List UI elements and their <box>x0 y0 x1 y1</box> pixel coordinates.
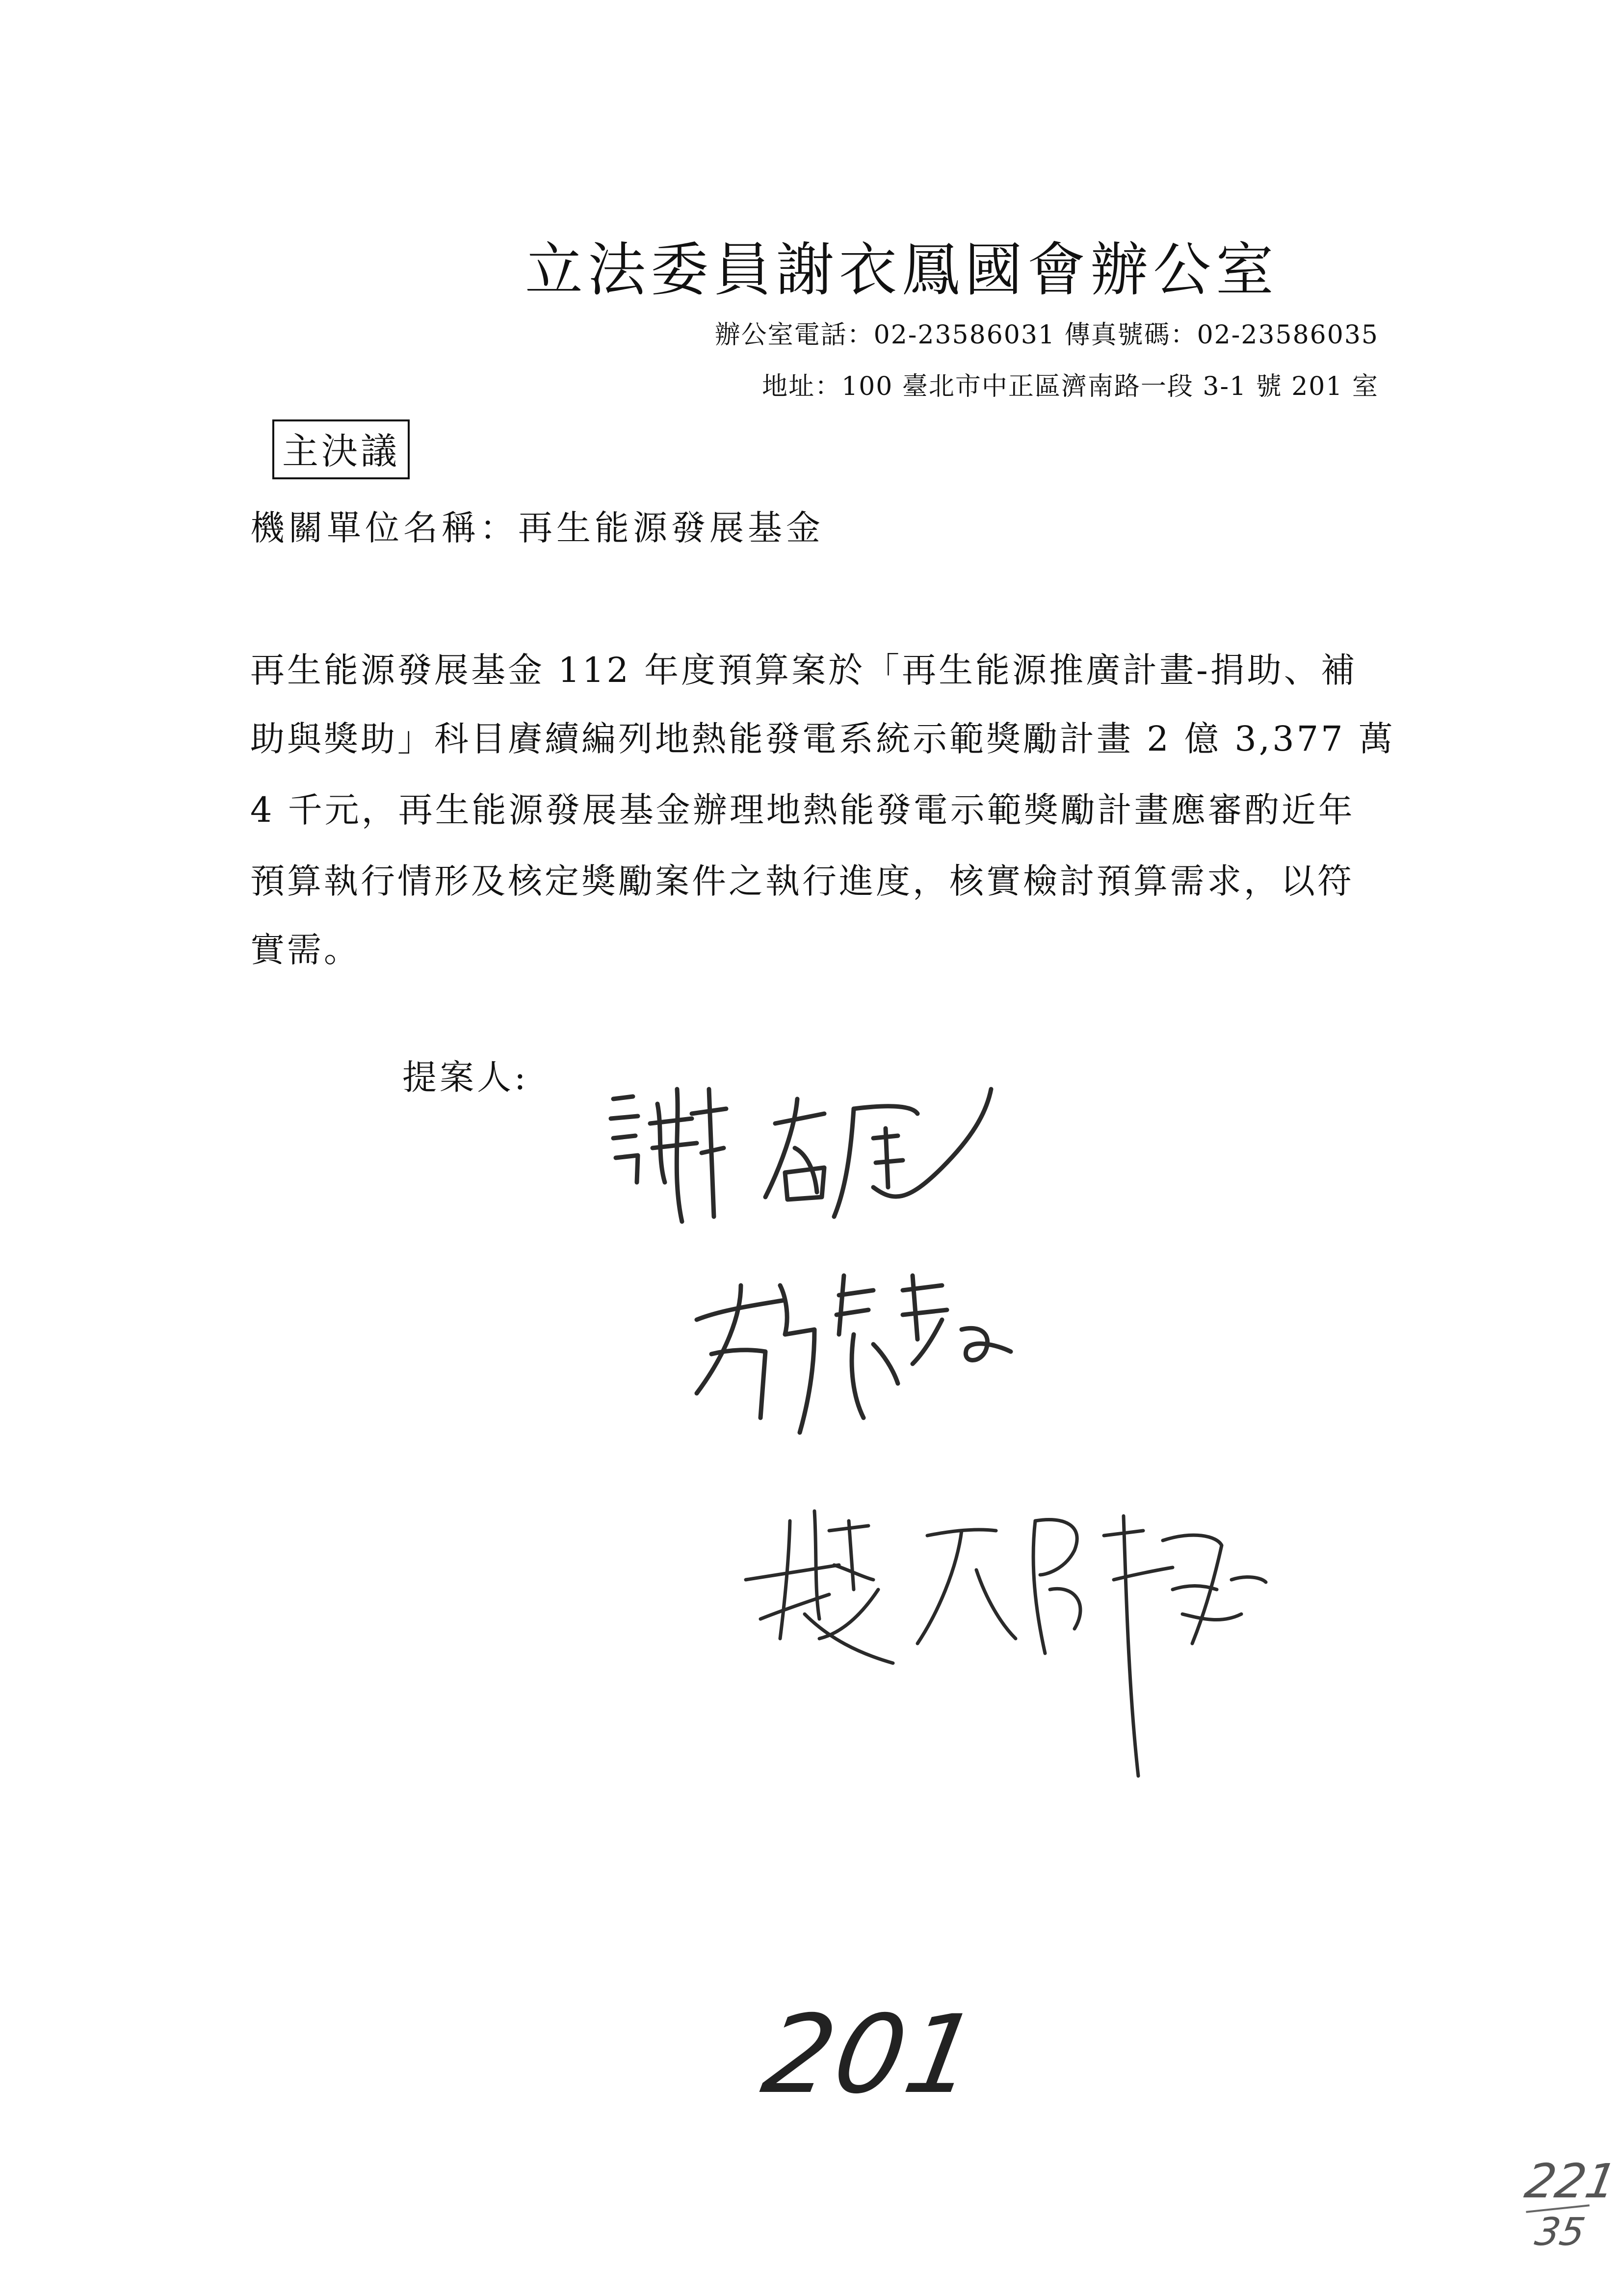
corner-page-mark-top: 221 <box>1521 2154 1621 2209</box>
resolution-body-line: 再生能源發展基金 112 年度預算案於「再生能源推廣計畫-捐助、補 <box>250 650 1358 690</box>
office-phone-fax: 辦公室電話：02-23586031 傳真號碼：02-23586035 <box>714 320 1379 350</box>
resolution-body-line: 預算執行情形及核定獎勵案件之執行進度，核實檢討預算需求，以符 <box>250 861 1354 901</box>
resolution-body-line: 實需。 <box>250 930 361 970</box>
corner-page-mark-bottom: 35 <box>1532 2210 1589 2254</box>
handwritten-page-number: 201 <box>754 1992 989 2117</box>
document-type-box: 主決議 <box>272 419 410 479</box>
handwritten-signature-3 <box>731 1491 1320 1805</box>
resolution-body-line: 4 千元，再生能源發展基金辦理地熱能發電示範獎勵計畫應審酌近年 <box>250 790 1355 830</box>
resolution-body-line: 助與獎助」科目賡續編列地熱能發電系統示範獎勵計畫 2 億 3,377 萬 <box>250 719 1395 759</box>
handwritten-signature-1 <box>599 1070 1040 1231</box>
office-address: 地址：100 臺北市中正區濟南路一段 3-1 號 201 室 <box>762 372 1379 401</box>
agency-name-line: 機關單位名稱：再生能源發展基金 <box>250 508 824 548</box>
office-title: 立法委員謝衣鳳國會辦公室 <box>525 236 1279 304</box>
proposer-label: 提案人: <box>402 1057 529 1097</box>
handwritten-signature-2 <box>667 1256 1060 1462</box>
